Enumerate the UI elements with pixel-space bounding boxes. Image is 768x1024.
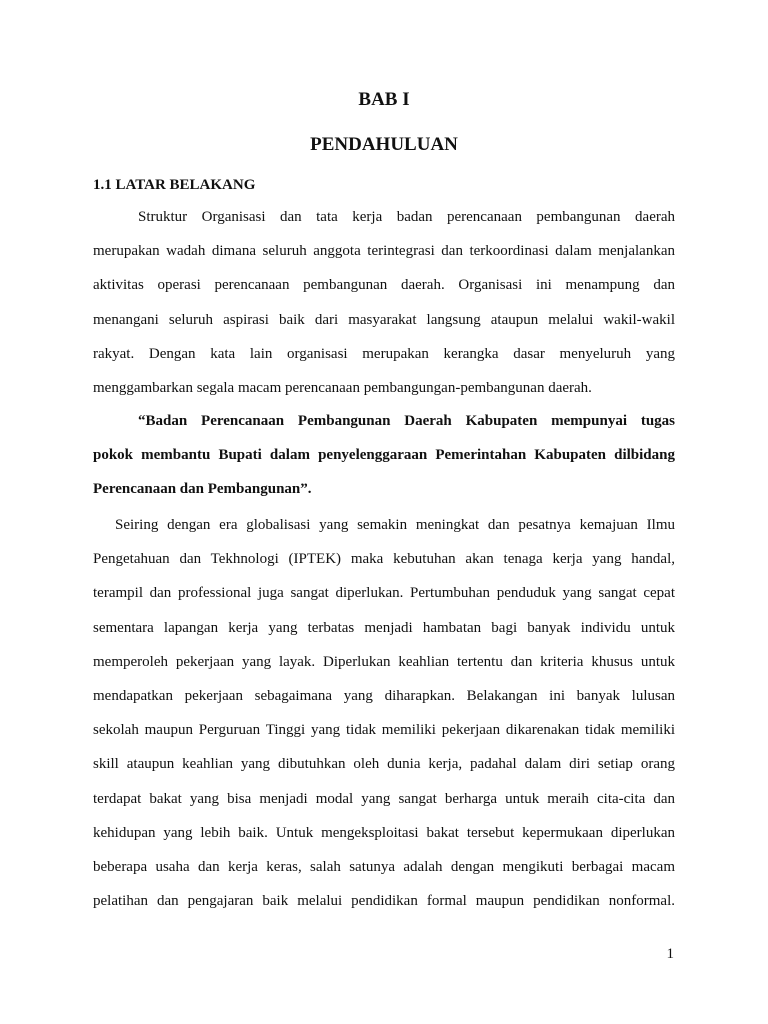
quote-line: Perencanaan dan Pembangunan”.: [93, 481, 312, 498]
page-number: 1: [666, 946, 674, 962]
paragraph-line: Struktur Organisasi dan tata kerja badan perencanaan pembangunan daerah: [138, 209, 675, 225]
paragraph-line: sekolah maupun Perguruan Tinggi yang tidak memiliki pekerjaan dikarenakan tidak memiliki: [93, 722, 675, 739]
paragraph-line: terampil dan professional juga sangat diperlukan. Pertumbuhan penduduk yang sangat cepat: [93, 585, 675, 602]
section-heading: 1.1 LATAR BELAKANG: [93, 177, 256, 193]
paragraph-line: merupakan wadah dimana seluruh anggota terintegrasi dan terkoordinasi dalam menjalankan: [93, 243, 675, 260]
paragraph-line: memperoleh pekerjaan yang layak. Diperlukan keahlian tertentu dan kriteria khusus untuk: [93, 653, 675, 670]
paragraph-line: aktivitas operasi perencanaan pembangunan daerah. Organisasi ini menampung dan: [93, 277, 675, 294]
paragraph-background: [93, 200, 675, 405]
paragraph-line: skill ataupun keahlian yang dibutuhkan oleh dunia kerja, padahal dalam diri setiap orang: [93, 756, 675, 773]
quote-line: pokok membantu Bupati dalam penyelenggaraan Pemerintahan Kabupaten dilbidang: [93, 447, 675, 464]
paragraph-line: menggambarkan segala macam perencanaan pembangungan-pembangunan daerah.: [93, 379, 592, 396]
paragraph-line: terdapat bakat yang bisa menjadi modal yang sangat berharga untuk meraih cita-cita dan: [93, 790, 675, 807]
paragraph-line: sementara lapangan kerja yang terbatas menjadi hambatan bagi banyak individu untuk: [93, 619, 675, 636]
quoted-duty-statement: [93, 404, 675, 507]
chapter-title: PENDAHULUAN: [310, 134, 458, 155]
paragraph-line: menangani seluruh aspirasi baik dari masyarakat langsung ataupun melalui wakil-wakil: [93, 311, 675, 328]
quote-line: “Badan Perencanaan Pembangunan Daerah Kabupaten mempunyai tugas: [138, 413, 675, 429]
chapter-label: BAB I: [358, 89, 410, 110]
paragraph-globalization: [93, 508, 675, 918]
paragraph-line: rakyat. Dengan kata lain organisasi merupakan kerangka dasar menyeluruh yang: [93, 345, 675, 362]
paragraph-line: beberapa usaha dan kerja keras, salah satunya adalah dengan mengikuti berbagai macam: [93, 858, 675, 875]
paragraph-line: Pengetahuan dan Tekhnologi (IPTEK) maka kebutuhan akan tenaga kerja yang handal,: [93, 551, 675, 568]
paragraph-line: Seiring dengan era globalisasi yang semakin meningkat dan pesatnya kemajuan Ilmu: [115, 517, 675, 533]
paragraph-line: kehidupan yang lebih baik. Untuk mengeksploitasi bakat tersebut kepermukaan diperlukan: [93, 824, 675, 841]
paragraph-line: mendapatkan pekerjaan sebagaimana yang diharapkan. Belakangan ini banyak lulusan: [93, 687, 675, 704]
paragraph-line: pelatihan dan pengajaran baik melalui pendidikan formal maupun pendidikan nonformal.: [93, 893, 675, 910]
